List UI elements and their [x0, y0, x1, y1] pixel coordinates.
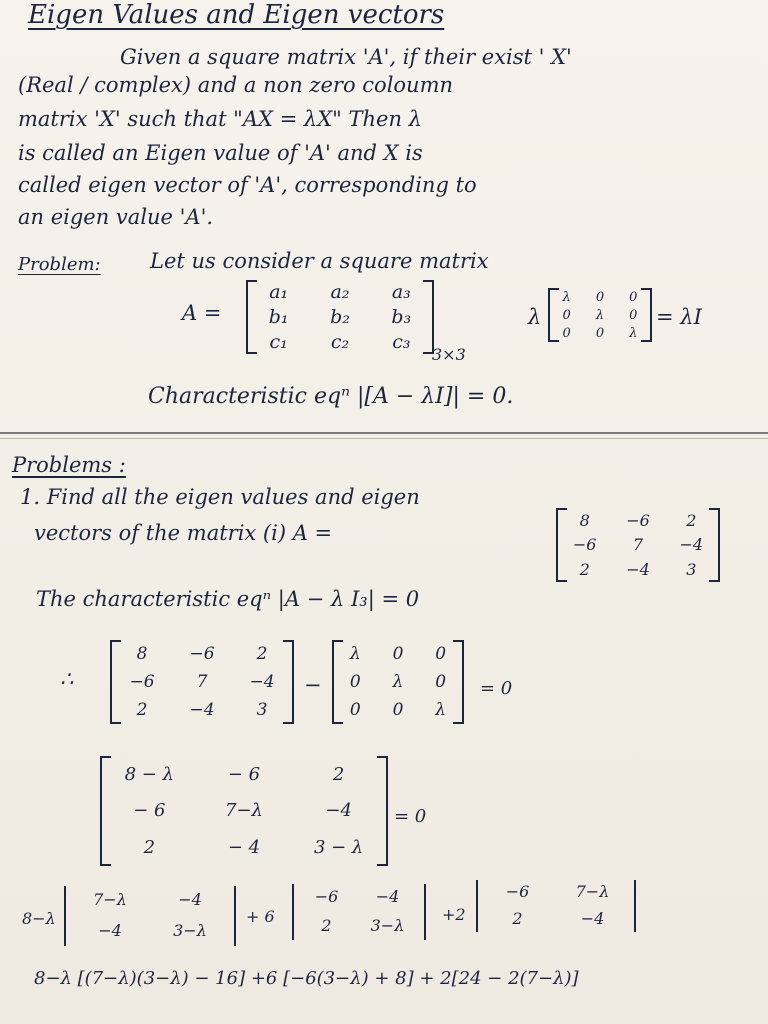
det-cell: 7−λ	[93, 890, 127, 909]
matrix-lambda-grid	[334, 640, 462, 724]
matrix-a-grid	[248, 280, 432, 354]
matrix-cell: 0	[349, 700, 361, 720]
matrix-cell: a₃	[391, 281, 411, 304]
determinant-bar	[424, 884, 426, 940]
determinant-1	[70, 884, 230, 946]
matrix-cell: 3	[686, 560, 697, 580]
expansion-coef-1: 8−λ	[22, 909, 56, 928]
matrix-lambda-identity-grid	[550, 288, 650, 342]
matrix-cell: 8	[136, 644, 148, 664]
matrix-cell: 7	[632, 535, 644, 555]
matrix-cell: −4	[189, 700, 215, 720]
matrix-cell: − 4	[227, 837, 261, 859]
matrix-cell: − 6	[227, 763, 261, 785]
matrix-lambda	[332, 640, 464, 724]
matrix-cell: 0	[562, 325, 571, 341]
matrix-question	[556, 508, 720, 582]
matrix-cell: −6	[189, 644, 215, 664]
definition-line-1: Given a square matrix 'A', if their exist ' X'	[120, 45, 572, 69]
matrix-cell: 7−λ	[225, 800, 263, 822]
matrix-cell: λ	[435, 700, 447, 720]
matrix-lambda-identity	[548, 288, 652, 342]
matrix-cell: b₁	[268, 305, 289, 328]
equals-lambda-i: = λI	[656, 305, 702, 329]
det-cell: −4	[580, 909, 605, 928]
matrix-order: 3×3	[432, 345, 466, 364]
matrix-cell: 0	[392, 700, 404, 720]
section-divider	[0, 432, 768, 434]
definition-line-2: (Real / complex) and a non zero coloumn	[18, 73, 454, 97]
determinant-bar	[234, 886, 236, 946]
definition-line-6: an eigen value 'A'.	[18, 205, 214, 229]
equals-zero-1: = 0	[480, 678, 513, 699]
det-cell: −6	[505, 882, 530, 901]
expansion-coef-2: + 6	[246, 907, 275, 926]
det-cell: 2	[512, 909, 523, 928]
matrix-cell: 2	[136, 700, 148, 720]
det-cell: 3−λ	[173, 921, 207, 940]
matrix-cell: 2	[256, 644, 268, 664]
characteristic-equation: Characteristic eqⁿ |[A − λI]| = 0.	[148, 384, 514, 409]
matrix-a-lhs: A =	[182, 301, 222, 325]
matrix-cell: 3	[256, 700, 268, 720]
matrix-cell: −6	[626, 510, 650, 530]
det-cell: −4	[98, 921, 122, 940]
definition-line-3: matrix 'X' such that "AX = λX" Then λ	[18, 107, 422, 131]
matrix-cell: c₂	[330, 330, 350, 353]
matrix-difference	[100, 756, 388, 866]
matrix-cell: 3 − λ	[313, 837, 364, 859]
matrix-cell: a₂	[330, 281, 350, 304]
determinant-bar	[634, 880, 636, 932]
question-1-line-1: 1. Find all the eigen values and eigen	[20, 485, 420, 509]
matrix-cell: λ	[562, 289, 571, 305]
matrix-cell: λ	[392, 672, 404, 692]
matrix-cell: −6	[572, 535, 597, 555]
matrix-cell: −4	[626, 560, 650, 580]
matrix-cell: − 6	[133, 800, 166, 822]
equals-zero-2: = 0	[394, 806, 427, 827]
matrix-cell: 0	[595, 289, 605, 305]
matrix-cell: λ	[349, 644, 361, 664]
matrix-cell: 0	[349, 672, 361, 692]
matrix-cell: 0	[435, 672, 447, 692]
det-cell: 2	[321, 916, 332, 935]
matrix-cell: −4	[249, 672, 275, 692]
definition-line-5: called eigen vector of 'A', corresponding to	[18, 173, 477, 197]
expansion-line-2: 8−λ [(7−λ)(3−λ) − 16] +6 [−6(3−λ) + 8] + 2[24 − 2(7−λ)]	[34, 968, 579, 989]
determinant-2	[296, 882, 418, 940]
therefore-symbol: ∴	[60, 667, 74, 691]
matrix-q-copy	[110, 640, 294, 724]
matrix-cell: −6	[129, 672, 155, 692]
matrix-cell: −4	[679, 535, 704, 555]
definition-line-4: is called an Eigen value of 'A' and X is	[18, 141, 423, 165]
matrix-cell: a₁	[269, 281, 289, 304]
matrix-cell: 2	[143, 837, 156, 859]
problems-heading: Problems :	[12, 453, 126, 477]
matrix-cell: b₂	[330, 305, 350, 328]
characteristic-eq-q1: The characteristic eqⁿ |A − λ I₃| = 0	[36, 587, 420, 611]
matrix-cell: b₃	[391, 305, 412, 328]
determinant-bar	[64, 886, 66, 946]
matrix-cell: λ	[595, 307, 605, 323]
matrix-cell: 8 − λ	[124, 763, 175, 785]
determinant-3	[480, 878, 630, 932]
matrix-cell: 0	[629, 289, 638, 305]
matrix-cell: λ	[629, 325, 638, 341]
det-cell: −4	[375, 887, 400, 906]
matrix-difference-grid	[102, 756, 386, 866]
matrix-cell: c₃	[392, 330, 411, 353]
matrix-cell: 0	[629, 307, 638, 323]
page-title: Eigen Values and Eigen vectors	[28, 0, 445, 30]
det-cell: 7−λ	[575, 882, 610, 901]
matrix-cell: 0	[562, 307, 571, 323]
det-cell: −6	[314, 887, 339, 906]
matrix-cell: −4	[325, 800, 352, 822]
matrix-a	[246, 280, 434, 354]
det-cell: −4	[178, 890, 202, 909]
matrix-cell: 0	[595, 325, 605, 341]
determinant-bar	[292, 884, 294, 940]
matrix-cell: 7	[196, 672, 208, 692]
matrix-cell: 0	[392, 644, 404, 664]
matrix-cell: 2	[332, 763, 345, 785]
matrix-q-copy-grid	[112, 640, 292, 724]
matrix-cell: 2	[579, 560, 590, 580]
det-cell: 3−λ	[370, 916, 405, 935]
determinant-bar	[476, 880, 478, 932]
matrix-cell: c₁	[269, 330, 288, 353]
lambda-prefix: λ	[528, 305, 542, 329]
matrix-question-grid	[558, 508, 718, 582]
matrix-cell: 0	[435, 644, 447, 664]
question-1-line-2: vectors of the matrix (i) A =	[34, 521, 333, 545]
minus-sign: −	[304, 673, 322, 697]
matrix-cell: 2	[686, 510, 697, 530]
section-divider-shadow	[0, 438, 768, 439]
problem-intro-text: Let us consider a square matrix	[150, 249, 489, 273]
matrix-cell: 8	[579, 510, 590, 530]
problem-label: Problem:	[18, 254, 101, 275]
expansion-coef-3: +2	[442, 905, 466, 924]
